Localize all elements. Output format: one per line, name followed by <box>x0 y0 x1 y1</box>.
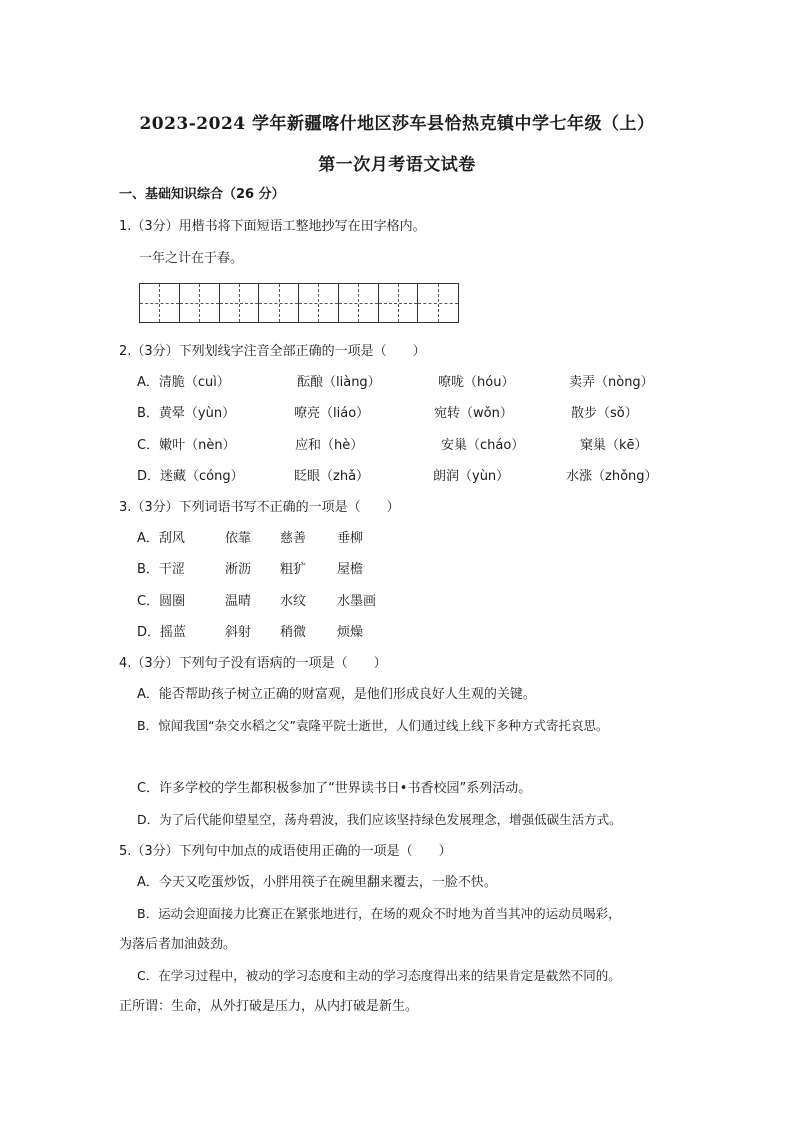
q4-option-b: B．惊闻我国“杂交水稻之父”袁隆平院士逝世，人们通过线上线下多种方式寄托哀思。 <box>137 718 609 733</box>
grid-cell[interactable] <box>259 284 299 322</box>
q3-option-a-3: 慈善 <box>280 531 307 546</box>
q4-option-d: D．为了后代能仰望星空，荡舟碧波，我们应该坚持绿色发展理念，增强低碳生活方式。 <box>137 812 622 827</box>
question-4-stem: 4.（3分）下列句子没有语病的一项是（ ） <box>119 656 387 671</box>
question-2-stem: 2.（3分）下列划线字注音全部正确的一项是（ ） <box>119 344 426 359</box>
question-3-stem: 3.（3分）下列词语书写不正确的一项是（ ） <box>119 500 400 515</box>
q3-option-a-2: 依靠 <box>225 531 252 546</box>
q2-option-d-3: 朗润（yùn） <box>433 469 510 484</box>
q2-option-c-1: C．嫩叶（nèn） <box>137 438 236 453</box>
q2-option-c-2: 应和（hè） <box>295 438 364 453</box>
q3-option-d-1: D．摇蓝 <box>137 625 187 640</box>
q2-option-d-2: 眨眼（zhǎ） <box>294 469 370 484</box>
q2-option-b-1: B．黄晕（yùn） <box>137 406 236 421</box>
grid-cell[interactable] <box>180 284 220 322</box>
q2-option-a-3: 嘹咙（hóu） <box>438 375 515 390</box>
grid-cell[interactable] <box>299 284 339 322</box>
q3-option-a-4: 垂柳 <box>337 531 364 546</box>
grid-cell[interactable] <box>379 284 419 322</box>
q3-option-b-1: B．干涩 <box>137 562 185 577</box>
q3-option-b-3: 粗犷 <box>280 562 307 577</box>
q2-option-a-4: 卖弄（nòng） <box>569 375 654 390</box>
grid-cell[interactable] <box>418 284 458 322</box>
q3-option-b-4: 屋檐 <box>337 562 364 577</box>
q5-option-c-line2: 正所谓：生命，从外打破是压力，从内打破是新生。 <box>119 999 419 1014</box>
question-1-stem: 1.（3分）用楷书将下面短语工整地抄写在田字格内。 <box>119 219 426 234</box>
section-heading: 一、基础知识综合（26 分） <box>119 187 285 202</box>
exam-title-line2: 第一次月考语文试卷 <box>318 155 476 175</box>
q4-option-c: C．许多学校的学生都积极参加了“世界读书日•书香校园”系列活动。 <box>137 781 532 796</box>
question-5-stem: 5.（3分）下列句中加点的成语使用正确的一项是（ ） <box>119 844 452 859</box>
q5-option-b-line1: B．运动会迎面接力比赛正在紧张地进行，在场的观众不时地为首当其冲的运动员喝彩， <box>137 906 621 921</box>
q5-option-a: A．今天又吃蛋炒饭，小胖用筷子在碗里翻来覆去，一脸不快。 <box>137 875 497 890</box>
q3-option-c-1: C．圆圈 <box>137 594 186 609</box>
q4-option-a: A．能否帮助孩子树立正确的财富观，是他们形成良好人生观的关键。 <box>137 687 536 702</box>
q3-option-c-3: 水纹 <box>280 594 307 609</box>
q5-option-c-line1: C．在学习过程中，被动的学习态度和主动的学习态度得出来的结果肯定是截然不同的。 <box>137 968 621 983</box>
grid-cell[interactable] <box>220 284 260 322</box>
q2-option-d-1: D．迷藏（cóng） <box>137 469 244 484</box>
q3-option-d-3: 稍微 <box>280 625 307 640</box>
tianzige-grid[interactable] <box>139 283 459 323</box>
q3-option-b-2: 淅沥 <box>225 562 252 577</box>
q2-option-b-4: 散步（sǒ） <box>571 406 638 421</box>
q3-option-d-2: 斜射 <box>225 625 252 640</box>
q2-option-b-3: 宛转（wǒn） <box>434 406 513 421</box>
q2-option-b-2: 嘹亮（liáo） <box>294 406 370 421</box>
grid-cell[interactable] <box>339 284 379 322</box>
exam-title-line1: 2023-2024 学年新疆喀什地区莎车县恰热克镇中学七年级（上） <box>139 114 655 134</box>
question-1-phrase: 一年之计在于春。 <box>139 251 244 266</box>
grid-cell[interactable] <box>140 284 180 322</box>
q3-option-d-4: 烦燥 <box>337 625 364 640</box>
q3-option-a-1: A．刮风 <box>137 531 185 546</box>
q3-option-c-4: 水墨画 <box>337 594 377 609</box>
q2-option-a-2: 酝酿（liàng） <box>297 375 381 390</box>
q3-option-c-2: 温晴 <box>225 594 252 609</box>
q2-option-c-4: 窠巢（kē） <box>580 438 648 453</box>
q2-option-a-1: A．清脆（cuì） <box>137 375 230 390</box>
q5-option-b-line2: 为落后者加油鼓劲。 <box>119 937 237 952</box>
q2-option-d-4: 水涨（zhǒng） <box>566 469 658 484</box>
q2-option-c-3: 安巢（cháo） <box>441 438 525 453</box>
